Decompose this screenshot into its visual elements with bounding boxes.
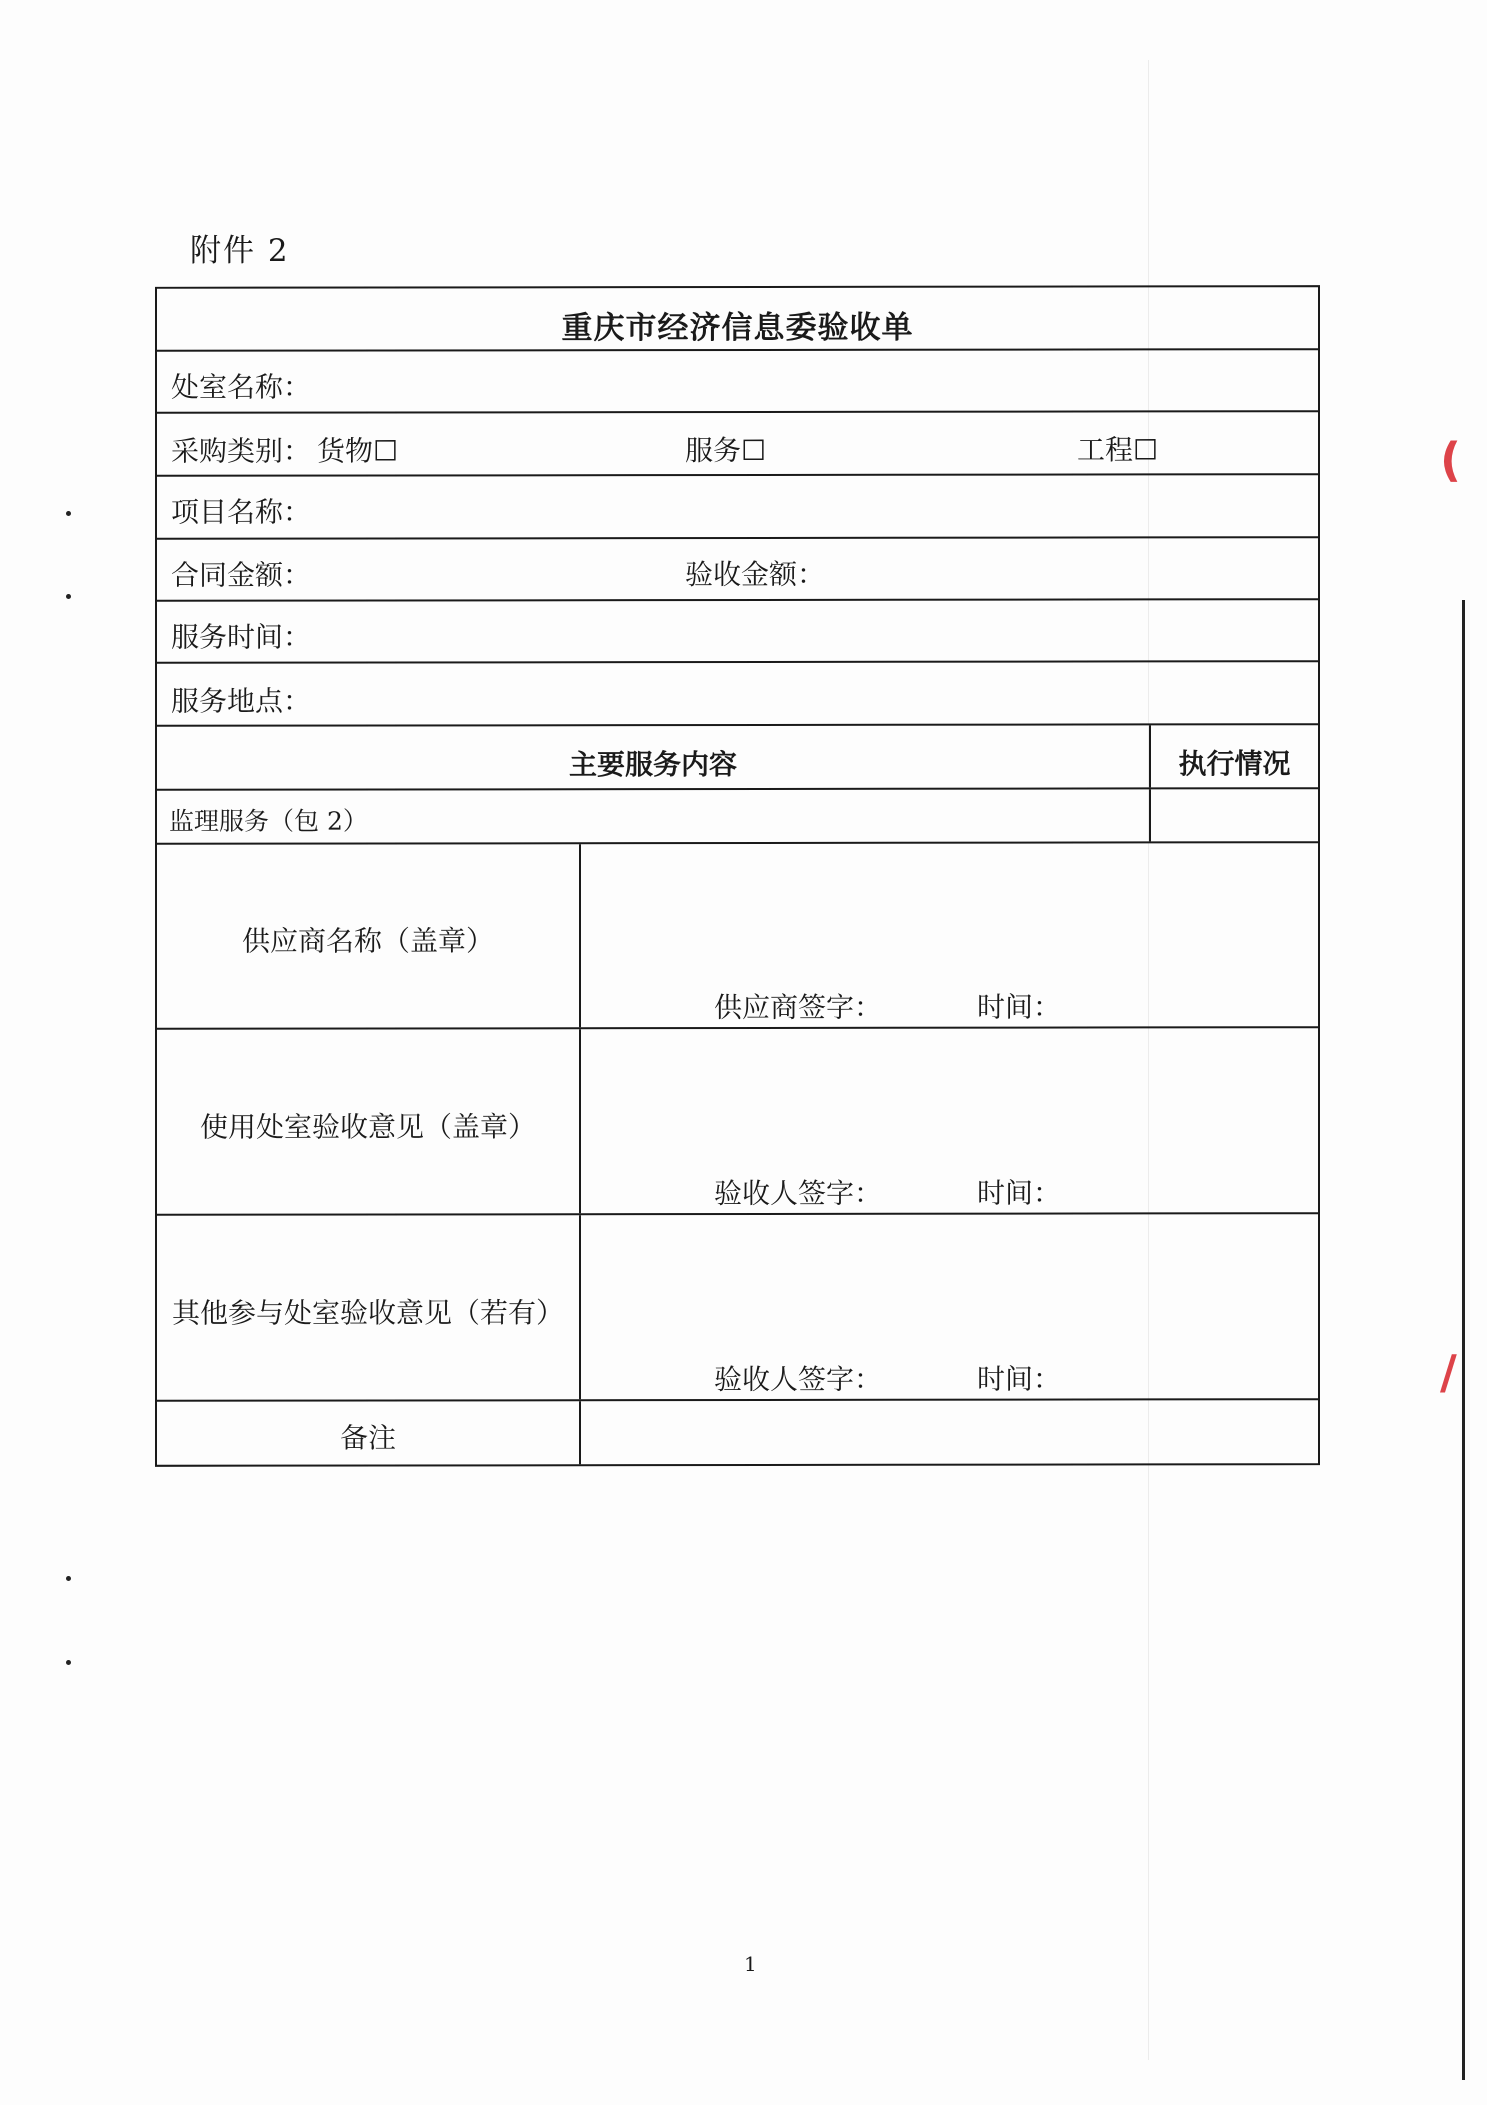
procurement-label: 采购类别： (171, 434, 312, 468)
service-item-row (157, 789, 1318, 845)
column-divider (579, 1401, 581, 1464)
services-checkbox[interactable]: 服务☐ (685, 433, 767, 468)
department-row (157, 350, 1318, 414)
column-divider (579, 1029, 581, 1213)
form-title-row (157, 287, 1318, 352)
other-departments-time-label: 时间： (977, 1362, 1062, 1396)
service-time-label: 服务时间： (171, 620, 312, 654)
other-departments-label: 其他参与处室验收意见（若有） (171, 1296, 564, 1330)
using-department-time-label: 时间： (977, 1176, 1062, 1210)
other-departments-row (157, 1214, 1318, 1402)
amount-row (157, 538, 1318, 602)
department-label: 处室名称： (171, 370, 312, 404)
red-seal-fragment-top: ( (1440, 433, 1462, 487)
procurement-row (157, 412, 1318, 477)
remarks-label: 备注 (339, 1421, 396, 1455)
column-divider (579, 1215, 581, 1399)
scan-dot (66, 1576, 71, 1581)
main-content-header: 主要服务内容 (568, 748, 737, 782)
column-divider (1149, 789, 1151, 841)
project-row (157, 475, 1318, 540)
supplier-time-label: 时间： (977, 990, 1062, 1024)
project-label: 项目名称： (171, 495, 312, 529)
form-title: 重庆市经济信息委验收单 (561, 309, 914, 347)
scan-edge-line (1462, 600, 1465, 2080)
using-department-row (157, 1028, 1318, 1216)
supplier-label: 供应商名称（盖章） (241, 924, 494, 958)
page-number: 1 (744, 1952, 757, 1976)
service-location-label: 服务地点： (171, 684, 312, 718)
scan-dot (66, 594, 71, 599)
service-location-row (157, 662, 1318, 727)
supplier-signature-label: 供应商签字： (714, 990, 883, 1025)
attachment-label: 附件 2 (190, 233, 290, 269)
remarks-row (157, 1400, 1318, 1465)
contract-amount-label: 合同金额： (171, 558, 312, 592)
acceptance-amount-label: 验收金额： (685, 557, 826, 592)
using-department-signature-label: 验收人签字： (714, 1176, 883, 1211)
scan-dot (66, 1660, 71, 1665)
supplier-row (157, 843, 1318, 1030)
goods-checkbox[interactable]: 货物☐ (317, 434, 399, 468)
execution-header: 执行情况 (1178, 747, 1291, 781)
acceptance-form (155, 285, 1320, 1467)
using-department-label: 使用处室验收意见（盖章） (199, 1110, 536, 1144)
scan-dot (66, 511, 71, 516)
service-time-row (157, 600, 1318, 664)
other-departments-signature-label: 验收人签字： (714, 1362, 883, 1397)
column-divider (579, 844, 581, 1027)
service-item: 监理服务（包 2） (169, 806, 368, 836)
content-header-row (157, 725, 1318, 791)
red-seal-fragment-bottom: / (1440, 1345, 1457, 1399)
engineering-checkbox[interactable]: 工程☐ (1077, 433, 1159, 467)
